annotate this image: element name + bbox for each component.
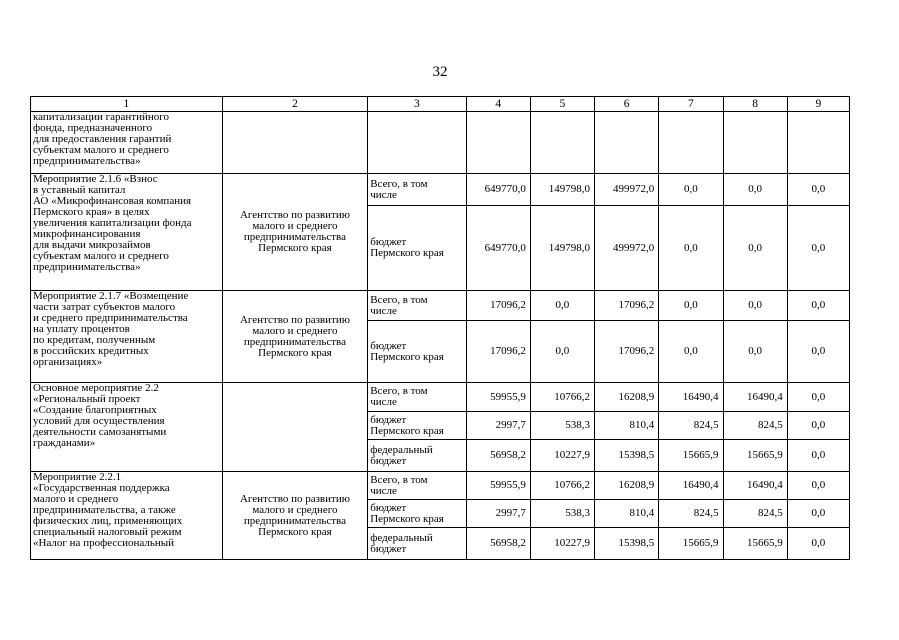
value-cell: 16490,4 [659,383,723,412]
empty-cell [222,112,368,174]
budget-table [30,96,850,560]
value-cell: 538,3 [530,412,594,440]
empty-cell [787,112,849,174]
value-cell: 538,3 [530,500,594,528]
value-cell: 0,0 [659,321,723,383]
value-cell: 2997,7 [466,412,530,440]
value-cell: 0,0 [787,206,849,291]
value-cell: 149798,0 [530,174,594,206]
table-row [31,291,850,321]
header-cell: 1 [31,97,223,112]
value-cell: 649770,0 [466,206,530,291]
value-cell: 499972,0 [595,206,659,291]
measure-name: Мероприятие 2.1.7 «Возмещение части затрат субъектов малого и среднего предпринимательства на уплату процентов по кредитам, полученным в российских кредитных организациях» [31,291,223,383]
funding-source: Всего, в том числе [368,383,466,412]
value-cell: 149798,0 [530,206,594,291]
value-cell: 499972,0 [595,174,659,206]
value-cell: 10766,2 [530,472,594,500]
value-cell: 649770,0 [466,174,530,206]
table-row [31,383,850,412]
header-cell: 4 [466,97,530,112]
table-row [31,174,850,206]
executor-cell: Агентство по развитию малого и среднего предпринимательства Пермского края [222,174,368,291]
value-cell: 15398,5 [595,440,659,472]
page-number: 32 [432,64,448,80]
value-cell: 824,5 [659,412,723,440]
value-cell: 0,0 [723,291,787,321]
value-cell: 0,0 [787,321,849,383]
funding-source: бюджет Пермского края [368,206,466,291]
empty-cell [595,112,659,174]
value-cell: 0,0 [659,291,723,321]
value-cell: 0,0 [787,174,849,206]
value-cell: 15665,9 [723,528,787,560]
value-cell: 17096,2 [466,321,530,383]
value-cell: 59955,9 [466,383,530,412]
table-row [31,112,850,174]
value-cell: 56958,2 [466,440,530,472]
header-cell: 3 [368,97,466,112]
table-row [31,472,850,500]
executor-cell: Агентство по развитию малого и среднего предпринимательства Пермского края [222,472,368,560]
value-cell: 15665,9 [659,440,723,472]
empty-cell [466,112,530,174]
value-cell: 16490,4 [659,472,723,500]
value-cell: 0,0 [787,440,849,472]
value-cell: 0,0 [787,383,849,412]
measure-name: Основное мероприятие 2.2 «Региональный проект «Создание благоприятных условий для осуществления деятельности самозанятыми гражданами» [31,383,223,472]
value-cell: 0,0 [787,472,849,500]
value-cell: 15665,9 [659,528,723,560]
value-cell: 0,0 [723,321,787,383]
empty-cell [659,112,723,174]
value-cell: 0,0 [787,528,849,560]
value-cell: 0,0 [659,206,723,291]
value-cell: 2997,7 [466,500,530,528]
value-cell: 17096,2 [595,291,659,321]
value-cell: 810,4 [595,412,659,440]
empty-cell [723,112,787,174]
value-cell: 17096,2 [595,321,659,383]
funding-source: Всего, в том числе [368,291,466,321]
value-cell: 0,0 [787,291,849,321]
value-cell: 15398,5 [595,528,659,560]
funding-source: бюджет Пермского края [368,321,466,383]
header-cell: 9 [787,97,849,112]
header-row [31,97,850,112]
measure-name: капитализации гарантийного фонда, предназначенного для предоставления гарантий субъектам малого и среднего предпринимательства» [31,112,223,174]
funding-source: Всего, в том числе [368,174,466,206]
header-cell: 5 [530,97,594,112]
value-cell: 0,0 [530,321,594,383]
funding-source: федеральный бюджет [368,528,466,560]
executor-cell: Агентство по развитию малого и среднего предпринимательства Пермского края [222,291,368,383]
value-cell: 10227,9 [530,528,594,560]
value-cell: 16490,4 [723,472,787,500]
empty-cell [530,112,594,174]
value-cell: 10227,9 [530,440,594,472]
value-cell: 15665,9 [723,440,787,472]
value-cell: 0,0 [659,174,723,206]
header-cell: 6 [595,97,659,112]
value-cell: 0,0 [723,206,787,291]
measure-name: Мероприятие 2.1.6 «Взнос в уставный капитал АО «Микрофинансовая компания Пермского края» в целях увеличения капитализации фонда микрофинансирования для выдачи микрозаймов субъектам малого и среднего предпринимательства» [31,174,223,291]
funding-source: федеральный бюджет [368,440,466,472]
funding-source: бюджет Пермского края [368,500,466,528]
header-cell: 7 [659,97,723,112]
value-cell: 10766,2 [530,383,594,412]
value-cell: 0,0 [787,500,849,528]
header-cell: 8 [723,97,787,112]
value-cell: 16208,9 [595,472,659,500]
value-cell: 824,5 [723,500,787,528]
value-cell: 16490,4 [723,383,787,412]
value-cell: 56958,2 [466,528,530,560]
value-cell: 17096,2 [466,291,530,321]
value-cell: 824,5 [723,412,787,440]
empty-cell [368,112,466,174]
funding-source: Всего, в том числе [368,472,466,500]
value-cell: 16208,9 [595,383,659,412]
value-cell: 810,4 [595,500,659,528]
value-cell: 0,0 [530,291,594,321]
value-cell: 0,0 [723,174,787,206]
funding-source: бюджет Пермского края [368,412,466,440]
value-cell: 59955,9 [466,472,530,500]
value-cell: 0,0 [787,412,849,440]
measure-name: Мероприятие 2.2.1 «Государственная поддержка малого и среднего предпринимательства, а также физических лиц, применяющих специальный налоговый режим «Налог на профессиональный [31,472,223,560]
executor-cell [222,383,368,472]
value-cell: 824,5 [659,500,723,528]
header-cell: 2 [222,97,368,112]
